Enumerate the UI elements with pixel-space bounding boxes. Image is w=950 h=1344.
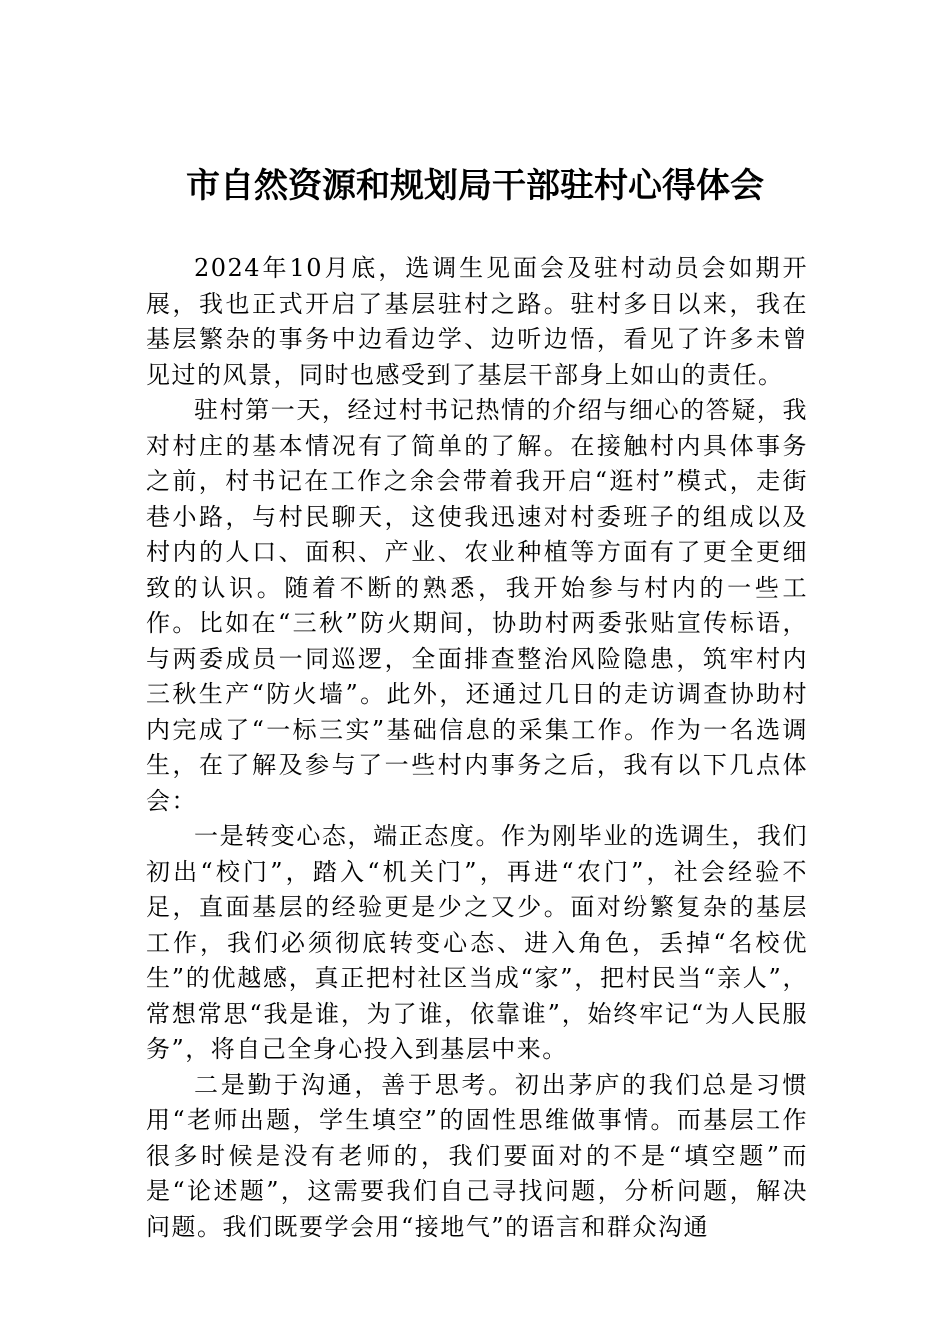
paragraph-first-day: 驻村第一天，经过村书记热情的介绍与细心的答疑，我对村庄的基本情况有了简单的了解。在接触村内具体事务之前，村书记在工作之余会带着我开启“逛村”模式，走街巷小路，与村民聊天，这使我迅速对村委班子的组成以及村内的人口、面积、产业、农业种植等方面有了更全更细致的认识。随着不断的熟悉，我开始参与村内的一些工作。比如在“三秋”防火期间，协助村两委张贴宣传标语，与两委成员一同巡逻，全面排查整治风险隐患，筑牢村内三秋生产“防火墙”。此外，还通过几日的走访调查协助村内完成了“一标三实”基础信息的采集工作。作为一名选调生，在了解及参与了一些村内事务之后，我有以下几点体会： xyxy=(146,396,808,815)
paragraph-intro: 2024年10月底，选调生见面会及驻村动员会如期开展，我也正式开启了基层驻村之路。驻村多日以来，我在基层繁杂的事务中边看边学、边听边悟，看见了许多未曾见过的风景，同时也感受到了基层干部身上如山的责任。 xyxy=(146,254,808,389)
document-title: 市自然资源和规划局干部驻村心得体会 xyxy=(186,166,764,206)
document-body xyxy=(146,251,808,1245)
paragraph-point-one: 一是转变心态，端正态度。作为刚毕业的选调生，我们初出“校门”，踏入“机关门”，再进“农门”，社会经验不足，直面基层的经验更是少之又少。面对纷繁复杂的基层工作，我们必须彻底转变心态、进入角色，丢掉“名校优生”的优越感，真正把村社区当成“家”，把村民当“亲人”，常想常思“我是谁，为了谁，依靠谁”，始终牢记“为人民服务”，将自己全身心投入到基层中来。 xyxy=(146,822,808,1063)
paragraph-point-two: 二是勤于沟通，善于思考。初出茅庐的我们总是习惯用“老师出题，学生填空”的固性思维做事情。而基层工作很多时候是没有老师的，我们要面对的不是“填空题”而是“论述题”，这需要我们自己寻找问题，分析问题，解决问题。我们既要学会用“接地气”的语言和群众沟通 xyxy=(146,1070,808,1241)
